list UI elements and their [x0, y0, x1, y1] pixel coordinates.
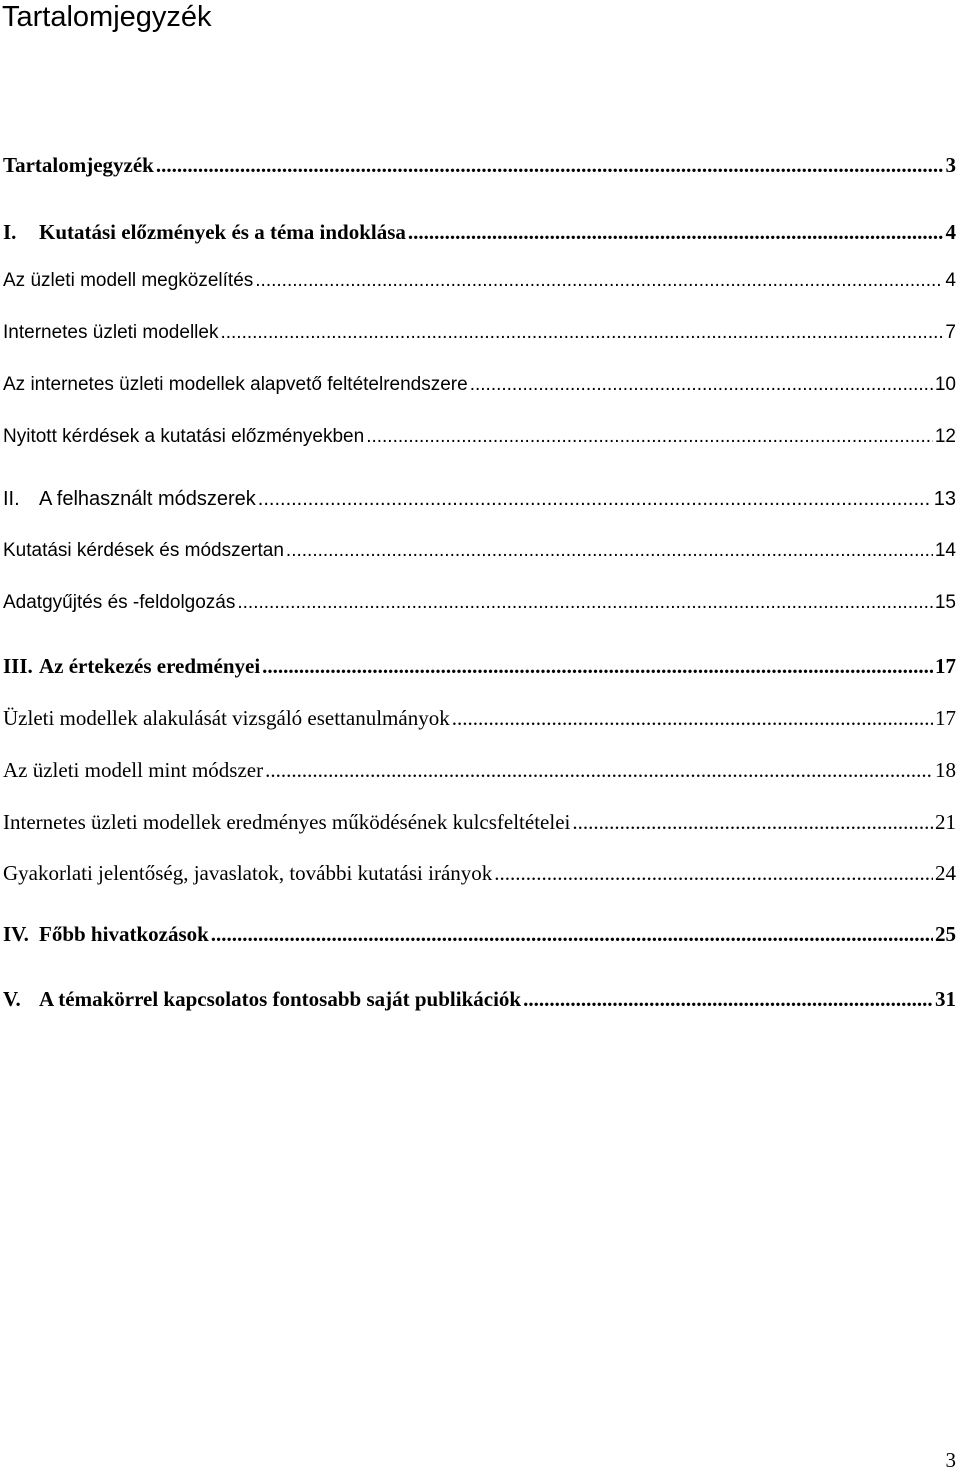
- page-number: 3: [945, 1448, 956, 1472]
- toc-entry-number: III.: [3, 654, 33, 678]
- toc-leader-dots: [258, 488, 932, 511]
- toc-entry-page: 12: [934, 426, 956, 447]
- toc-entry-tartalomjegyzek[interactable]: [3, 153, 956, 181]
- toc-entry-label: Tartalomjegyzék: [3, 153, 154, 177]
- toc-entry-gyakorlati-jelentoseg[interactable]: [3, 861, 956, 889]
- toc-leader-dots: [494, 861, 933, 886]
- toc-entry-label: Internetes üzleti modellek: [3, 322, 219, 343]
- toc-entry-chapter-1[interactable]: [3, 220, 956, 248]
- toc-leader-dots: [211, 922, 933, 947]
- toc-entry-label: Kutatási kérdések és módszertan: [3, 540, 284, 561]
- toc-entry-label: Az értekezés eredményei: [39, 654, 261, 678]
- toc-entry-number: V.: [3, 987, 21, 1011]
- toc-entry-page: 10: [934, 374, 956, 395]
- toc-entry-page: 15: [934, 592, 956, 613]
- toc-entry-chapter-3[interactable]: [3, 654, 956, 682]
- page-title: Tartalomjegyzék: [2, 1, 212, 33]
- toc-leader-dots: [572, 810, 933, 835]
- toc-leader-dots: [286, 540, 933, 562]
- toc-entry-page: 17: [935, 706, 956, 730]
- toc-entry-label: Kutatási előzmények és a téma indoklása: [39, 220, 406, 244]
- toc-entry-page: 17: [935, 654, 956, 678]
- toc-entry-label: Nyitott kérdések a kutatási előzményekben: [3, 426, 365, 447]
- toc-entry-label: A témakörrel kapcsolatos fontosabb saját publikációk: [39, 987, 522, 1011]
- toc-entry-page: 4: [945, 220, 956, 244]
- toc-entry-uzleti-modell[interactable]: [3, 270, 956, 298]
- toc-entry-page: 21: [935, 810, 956, 834]
- toc-entry-page: 31: [935, 987, 956, 1011]
- toc-entry-label: Az üzleti modell megközelítés: [3, 270, 254, 291]
- toc-entry-number: IV.: [3, 922, 29, 946]
- toc-entry-nyitott-kerdesek[interactable]: [3, 426, 956, 454]
- toc-entry-label: Internetes üzleti modellek eredményes működésének kulcsfeltételei: [3, 810, 571, 834]
- toc-entry-esettanulmanyok[interactable]: [3, 706, 956, 734]
- toc-entry-adatgyujtes[interactable]: [3, 592, 956, 620]
- toc-entry-kutatasi-kerdesek[interactable]: [3, 540, 956, 568]
- toc-leader-dots: [366, 426, 933, 448]
- toc-leader-dots: [523, 987, 933, 1012]
- toc-entry-label: Üzleti modellek alakulását vizsgáló esettanulmányok: [3, 706, 450, 730]
- toc-leader-dots: [470, 374, 933, 396]
- toc-leader-dots: [255, 270, 943, 292]
- toc-entry-modell-mint-modszer[interactable]: [3, 758, 956, 786]
- toc-entry-chapter-4[interactable]: [3, 922, 956, 950]
- toc-entry-kulcsfeltetelek[interactable]: [3, 810, 956, 838]
- toc-entry-page: 25: [935, 922, 956, 946]
- toc-entry-number: I.: [3, 220, 17, 244]
- toc-entry-label: Gyakorlati jelentőség, javaslatok, további kutatási irányok: [3, 861, 493, 885]
- toc-entry-chapter-5[interactable]: [3, 987, 956, 1015]
- toc-entry-page: 18: [935, 758, 956, 782]
- toc-leader-dots: [265, 758, 933, 783]
- toc-entry-page: 14: [934, 540, 956, 561]
- toc-entry-feltetelrendszer[interactable]: [3, 374, 956, 402]
- toc-entry-internetes-modellek[interactable]: [3, 322, 956, 350]
- toc-leader-dots: [262, 654, 933, 679]
- toc-entry-number: II.: [3, 488, 20, 510]
- toc-leader-dots: [408, 220, 944, 245]
- toc-entry-page: 24: [935, 861, 956, 885]
- toc-entry-label: Főbb hivatkozások: [39, 922, 209, 946]
- toc-leader-dots: [237, 592, 932, 614]
- toc-entry-page: 7: [945, 322, 956, 343]
- toc-leader-dots: [156, 153, 944, 178]
- toc-entry-label: Az üzleti modell mint módszer: [3, 758, 264, 782]
- toc-entry-label: Adatgyűjtés és -feldolgozás: [3, 592, 236, 613]
- toc-leader-dots: [220, 322, 943, 344]
- toc-entry-label: A felhasznált módszerek: [39, 488, 256, 510]
- toc-entry-page: 3: [945, 153, 956, 177]
- toc-entry-page: 13: [933, 488, 956, 510]
- toc-entry-label: Az internetes üzleti modellek alapvető feltételrendszere: [3, 374, 468, 395]
- toc-entry-chapter-2[interactable]: [3, 488, 956, 516]
- toc-leader-dots: [452, 706, 933, 731]
- toc-entry-page: 4: [945, 270, 956, 291]
